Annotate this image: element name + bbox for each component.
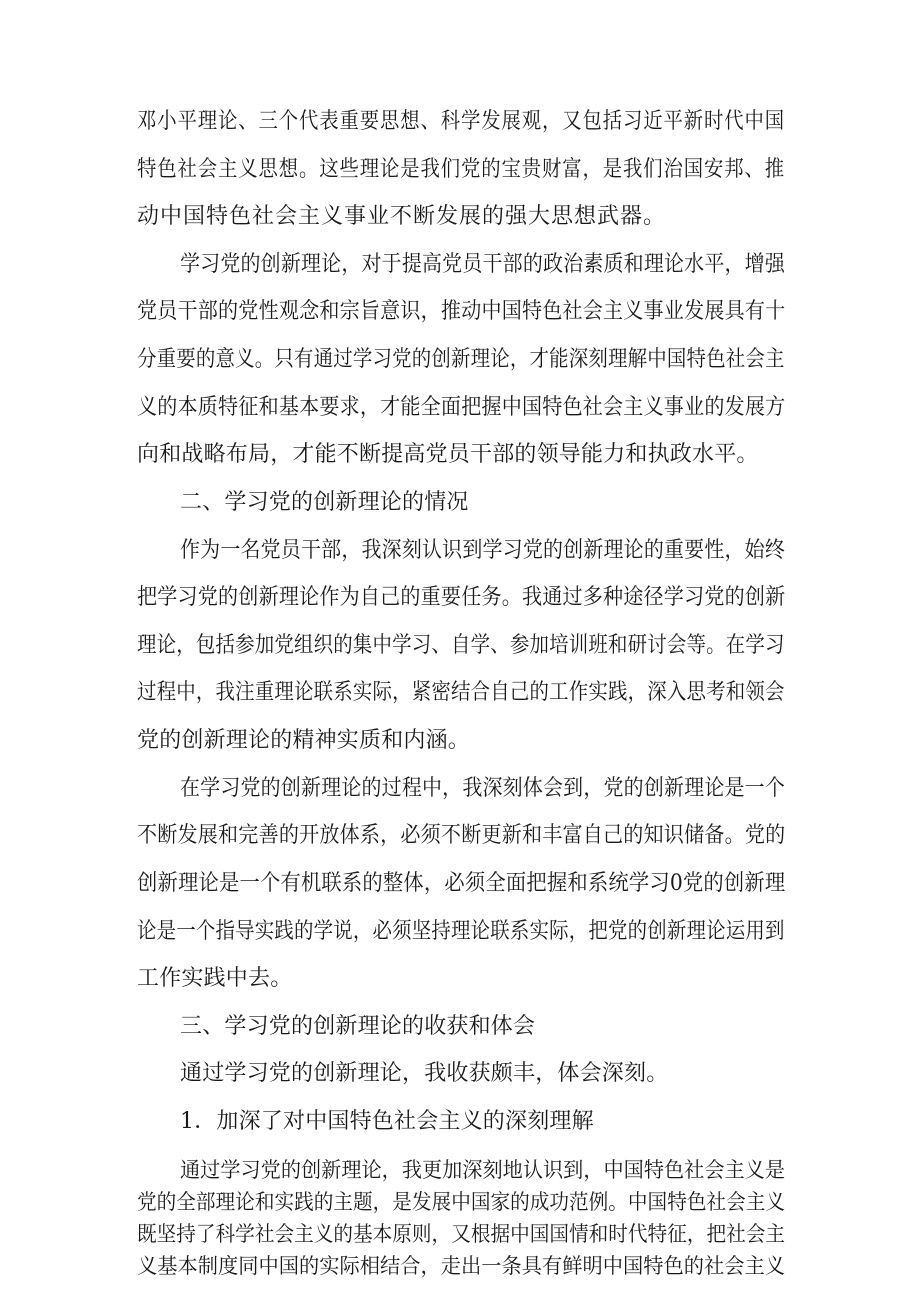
paragraph-line: 既坚持了科学社会主义的基本原则，又根据中国国情和时代特征，把社会主: [137, 1222, 786, 1246]
paragraph-line: 工作实践中去。: [137, 966, 293, 991]
paragraph-line: 动中国特色社会主义事业不断发展的强大思想武器。: [137, 204, 667, 229]
paragraph-line: 义的本质特征和基本要求，才能全面把握中国特色社会主义事业的发展方: [137, 395, 786, 420]
paragraph-line: 论是一个指导实践的学说，必须坚持理论联系实际，把党的创新理论运用到: [137, 919, 785, 944]
paragraph-line: 把学习党的创新理论作为自己的重要任务。我通过多种途径学习党的创新: [137, 585, 786, 610]
paragraph-line: 党的全部理论和实践的主题，是发展中国家的成功范例。中国特色社会主义: [137, 1190, 786, 1214]
subsection-heading: 1．加深了对中国特色社会主义的深刻理解: [180, 1109, 594, 1134]
section-heading: 二、学习党的创新理论的情况: [180, 490, 469, 515]
paragraph-line: 分重要的意义。只有通过学习党的创新理论，才能深刻理解中国特色社会主: [137, 347, 785, 372]
paragraph-line: 在学习党的创新理论的过程中，我深刻体会到，党的创新理论是一个: [180, 776, 786, 801]
paragraph-line: 义基本制度同中国的实际相结合，走出一条具有鲜明中国特色的社会主义: [137, 1254, 786, 1278]
paragraph-line: 向和战略布局，才能不断提高党员干部的领导能力和执政水平。: [137, 442, 759, 467]
paragraph-line: 学习党的创新理论，对于提高党员干部的政治素质和理论水平，增强: [180, 252, 786, 277]
paragraph-line: 党员干部的党性观念和宗旨意识，推动中国特色社会主义事业发展具有十: [137, 299, 786, 324]
paragraph-line: 特色社会主义思想。这些理论是我们党的宝贵财富，是我们治国安邦、推: [137, 157, 785, 182]
paragraph-line: 作为一名党员干部，我深刻认识到学习党的创新理论的重要性，始终: [180, 538, 786, 563]
paragraph-line: 通过学习党的创新理论，我收获颇丰，体会深刻。: [180, 1061, 669, 1086]
paragraph-line: 通过学习党的创新理论，我更加深刻地认识到，中国特色社会主义是: [180, 1158, 785, 1182]
paragraph-line: 党的创新理论的精神实质和内涵。: [137, 728, 471, 753]
section-heading: 三、学习党的创新理论的收获和体会: [180, 1014, 536, 1039]
paragraph-line: 理论，包括参加党组织的集中学习、自学、参加培训班和研讨会等。在学习: [137, 633, 785, 658]
paragraph-line: 过程中，我注重理论联系实际，紧密结合自己的工作实践，深入思考和领会: [137, 680, 785, 705]
paragraph-line: 不断发展和完善的开放体系，必须不断更新和丰富自己的知识储备。党的: [137, 823, 786, 848]
paragraph-line: 创新理论是一个有机联系的整体，必须全面把握和系统学习0党的创新理: [137, 871, 786, 896]
paragraph-line: 邓小平理论、三个代表重要思想、科学发展观，又包括习近平新时代中国: [137, 109, 785, 134]
